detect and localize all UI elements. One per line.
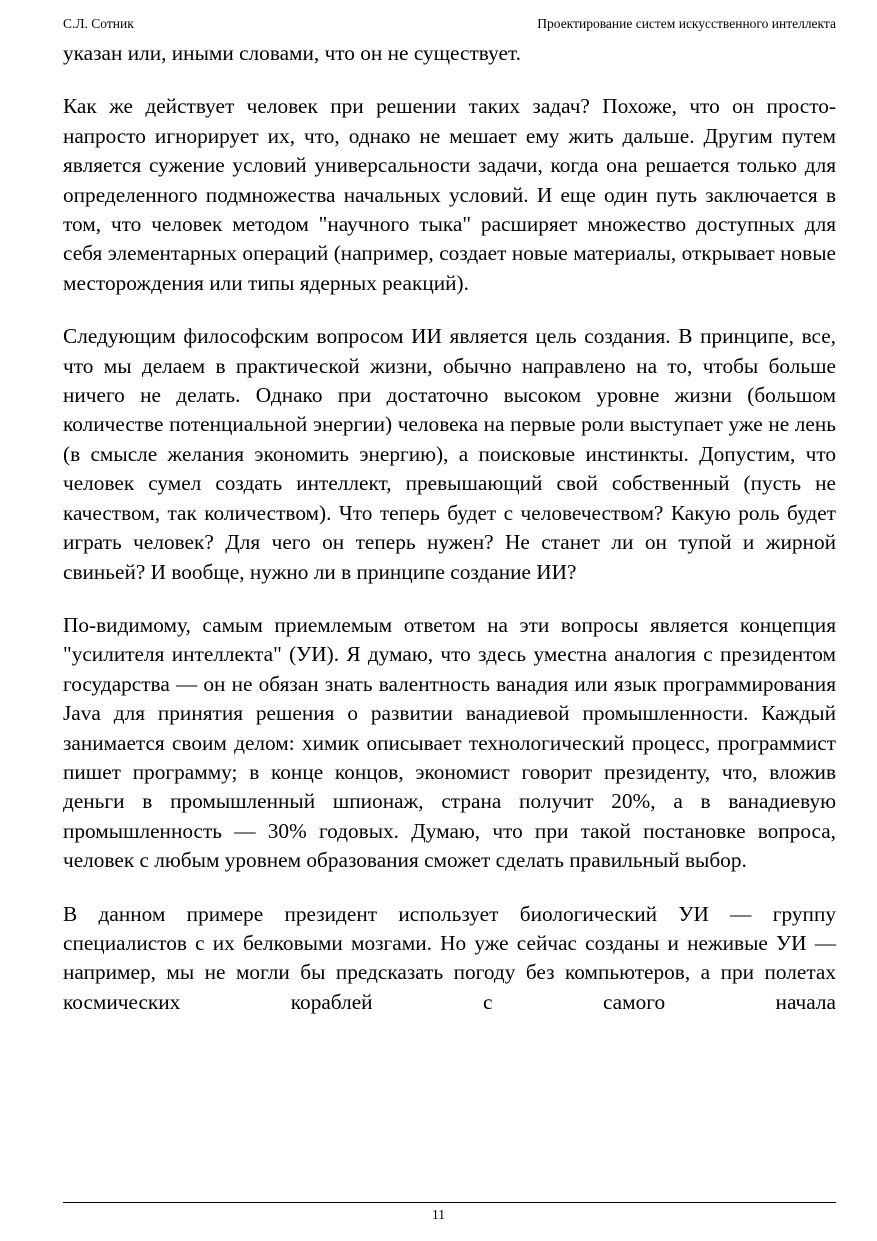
paragraph-continuation: указан или, иными словами, что он не существует.: [63, 41, 521, 65]
paragraph-intelligence-amplifier: По-видимому, самым приемлемым ответом на эти вопросы является концепция "усилителя интеллекта" (УИ). Я думаю, что здесь уместна аналогия с президентом государства — он не обязан знать валентность ванадия или язык программирования Java для принятия решения о развитии ванадиевой промышленности. Каждый занимается своим делом: химик описывает технологический процесс, программист пишет программу; в конце концов, экономист говорит президенту, что, вложив деньги в промышленный шпионаж, страна получит 20%, а в ванадиевую промышленность — 30% годовых. Думаю, что при такой постановке вопроса, человек с любым уровнем образования сможет сделать правильный выбор.: [63, 612, 836, 873]
header-book-title: Проектирование систем искусственного интеллекта: [537, 16, 836, 31]
footer-divider: [63, 1202, 836, 1203]
paragraph-purpose-of-ai: Следующим философским вопросом ИИ является цель создания. В принципе, все, что мы делаем в практической жизни, обычно направлено на то, чтобы больше ничего не делать. Однако при достаточно высоком уровне жизни (большом количестве потенциальной энергии) человека на первые роли выступает уже не лень (в смысле желания экономить энергию), а поисковые инстинкты. Допустим, что человек сумел создать интеллект, превышающий свой собственный (пусть не качеством, так количеством). Что теперь будет с человечеством? Какую роль будет играть человек? Для чего он теперь нужен? Не станет ли он тупой и жирной свиньей? И вообще, нужно ли в принципе создание ИИ?: [63, 324, 836, 584]
paragraph-biological-amplifier: В данном примере президент использует биологический УИ — группу специалистов с их белковыми мозгами. Но уже сейчас созданы и неживые УИ — например, мы не могли бы предсказать погоду без компьютеров, а при полетах космических кораблей с самого начала: [63, 901, 836, 1014]
page-number: 11: [432, 1207, 445, 1222]
header-author: С.Л. Сотник: [63, 16, 134, 31]
page-body: [63, 39, 836, 1041]
page-header: [63, 14, 836, 34]
paragraph-human-approach: Как же действует человек при решении таких задач? Похоже, что он просто-напросто игнорирует их, что, однако не мешает ему жить дальше. Другим путем является сужение условий универсальности задачи, когда она решается только для определенного подмножества начальных условий. И еще один путь заключается в том, что человек методом "научного тыка" расширяет множество доступных для себя элементарных операций (например, создает новые материалы, открывает новые месторождения или типы ядерных реакций).: [63, 94, 836, 295]
